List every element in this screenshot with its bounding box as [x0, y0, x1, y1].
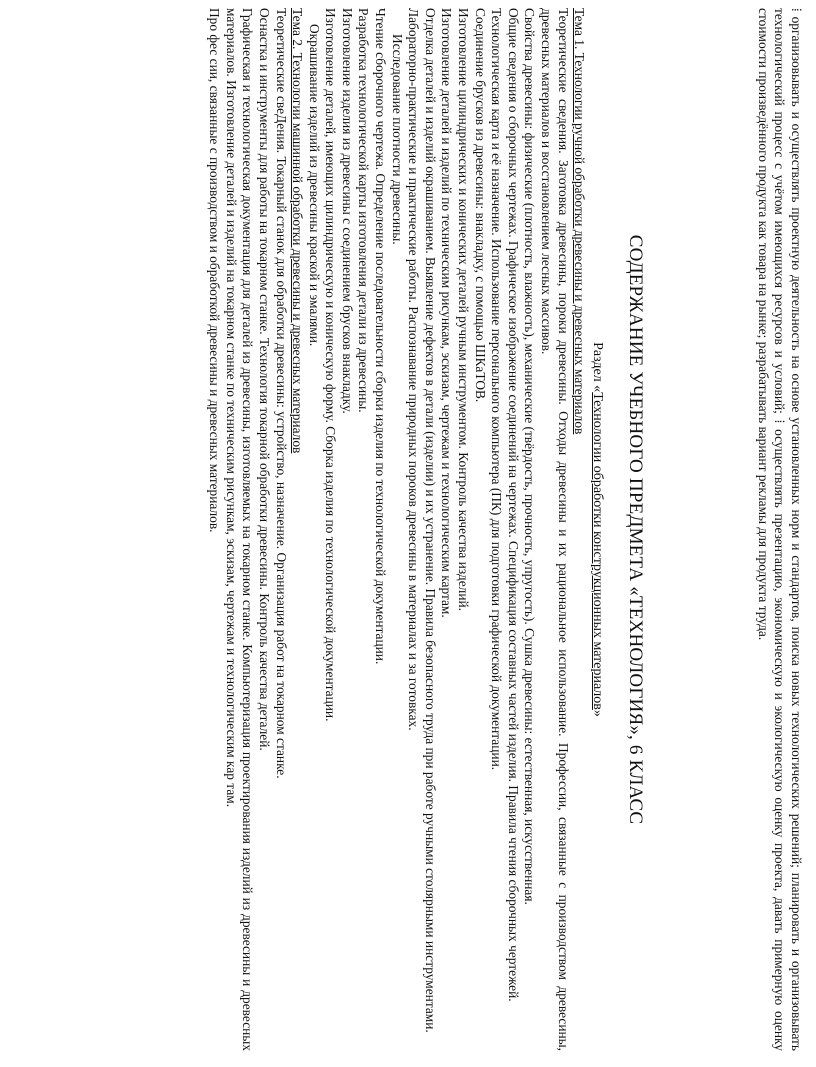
- topic1-paragraph: Соединение брусков из древесины: внакладку, с помощью ШКаТОВ.: [472, 8, 488, 403]
- topic1-paragraph: Технологическая карта и её назначение. Использование персонального компьютера (ПК) для подготовки графической документации.: [489, 8, 505, 771]
- topic2-heading-text: Тема 2. Технологии машинной обработки древесины и древесных материалов: [290, 8, 306, 454]
- section-prefix: Раздел «: [590, 342, 606, 393]
- topic1-paragraph: Отделка деталей и изделий окрашиванием. Выявление дефектов в детали (изделии) и их устранение. Правила безопасного труда при работе ручными столярными инструментами.: [422, 8, 438, 1033]
- section-name: Технологии обработки конструкционных материалов: [590, 392, 606, 710]
- topic1-practice: Изготовление изделия из древесины с соединением брусков внакладку.: [339, 8, 355, 414]
- topic1-paragraph: Изготовление деталей и изделий по техническим рисункам, эскизам, чертежам и технологическим картам.: [439, 8, 455, 618]
- topic2-paragraph: Про фес сии, связанные с производством и обработкой древесины и древесных материалов.: [207, 8, 223, 533]
- topic1-research: Исследование плотности древесины.: [389, 34, 405, 245]
- topic1-paragraph: Общие сведения о сборочных чертежах. Графическое изображение соединений на чертежах. Спецификация составных частей изделия. Правила чтения сборочных чертежей.: [505, 8, 521, 1002]
- topic2-paragraph: Графическая и технологическая документация для деталей из древесины, изготовляемых на токарном станке. Компьютеризация проектирования изделий из древесины и древесных материалов. Изготовление деталей и изделий на токарном станке по техническим рисункам, эскизам, чертежам и технологическим кар там.: [223, 8, 256, 1051]
- section-heading: [589, 8, 606, 1051]
- intro-paragraph: ⁞ организовывать и осуществлять проектную деятельность на основе установленных норм и стандартов, поиска новых технологических решений; планировать и организовывать технологический процесс с учётом имеющихся ресурсов и условий; ⁞ осуществлять презентацию, экономическую и экологическую оценку проекта, давать примерную оценку стоимости произведённого продукта как товара на рынке; разрабатывать вариант рекламы для продукта труда.: [755, 8, 804, 1051]
- topic1-paragraph: Лабораторно-практические и практические работы. Распознавание природных пороков древесины в материалах и за готовках.: [406, 8, 422, 731]
- topic2-paragraph: Оснастка и инструменты для работы на токарном станке. Технология токарной обработки древесины. Контроль качества деталей.: [256, 8, 272, 751]
- topic1-heading: [571, 8, 588, 1051]
- spacer: [646, 8, 754, 1051]
- topic1-paragraph: Теоретические сведения. Заготовка древесины, пороки древесины. Отходы древесины и их рациональное использование. Профессии, связанные с производством древесины, древесных материалов и восстановлением лесных массивов.: [539, 8, 571, 1051]
- topic1-painting: Окрашивание изделий из древесины краской и эмалями.: [306, 24, 322, 347]
- section-suffix: »: [590, 709, 606, 717]
- topic1-practice: Разработка технологической карты изготовления детали из древесины.: [356, 8, 372, 413]
- topic2-heading: [289, 8, 306, 1051]
- page-title: СОДЕРЖАНИЕ УЧЕБНОГО ПРЕДМЕТА «ТЕХНОЛОГИЯ», 6 КЛАСС: [625, 234, 647, 825]
- topic1-practice: Изготовление деталей, имеющих цилиндрическую и коническую форму. Сборка изделия по технологической документации.: [323, 8, 339, 722]
- topic1-heading-text: Тема 1. Технологии ручной обработки древесины и древесных материалов: [572, 8, 588, 435]
- topic2-paragraph: Теоретические свеДения. Токарный станок для обработки древесины: устройство, назначение. Организация работ на токарном станке.: [273, 8, 289, 779]
- topic1-paragraph: Изготовление цилиндрических и конических деталей ручным инструментом. Контроль качества изделий.: [456, 8, 472, 612]
- topic1-practice: Чтение сборочного чертежа. Определение последовательности сборки изделия по технологической документации.: [373, 8, 389, 665]
- topic1-paragraph: Свойства древесины: физические (плотность, влажность), механические (твёрдость, прочность, упругость). Сушка древесины: естественная, искусственная.: [522, 8, 538, 905]
